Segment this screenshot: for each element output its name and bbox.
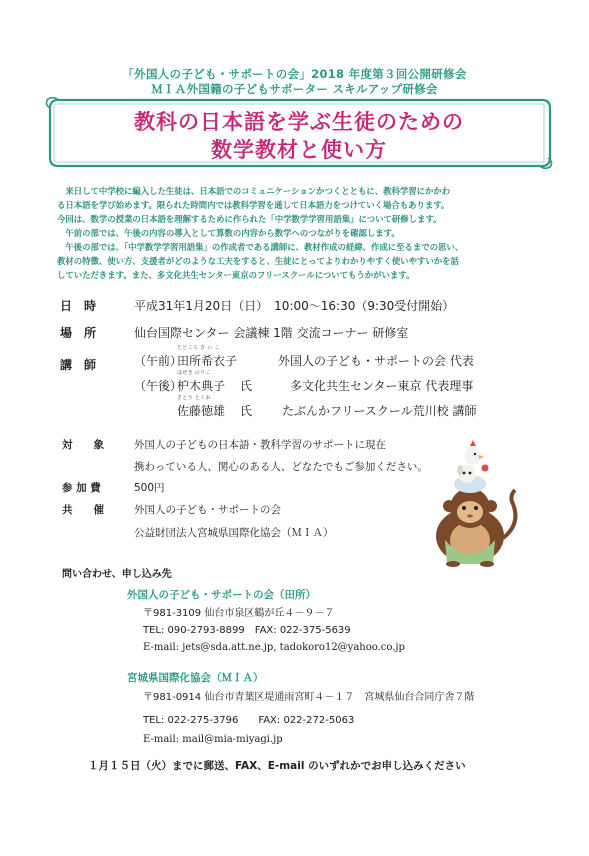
main-title-line1: 教科の日本語を学ぶ生徒のための: [134, 110, 464, 134]
workshop-name-line: ＭＩＡ外国籍の子どもサポーター スキルアップ研修会: [151, 82, 438, 96]
target-line2: 携わっている人、関心のある人、どなたでもご参加ください。: [134, 461, 428, 473]
contact-org1-address: 〒981-3109 仙台市泉区鶴が丘４－９－７: [143, 608, 335, 619]
lecturer-affiliation: たぶんかフリースクール荒川校 講師: [282, 404, 477, 418]
lecturer-affiliation: 多文化共生センター東京 代表理事: [290, 379, 474, 393]
target-line1: 外国人の子どもの日本語・教科学習のサポートに現在: [134, 439, 386, 451]
intro-line: る日本語を学び始めます。限られた時間内では教科学習を通して日本語力をつけていく場合もあります。: [57, 200, 450, 210]
contact-org1-name: 外国人の子ども・サポートの会（田所）: [127, 589, 316, 601]
lecturer-ruby: さとう とくお: [177, 395, 211, 401]
lecturer-name: 田所希衣子: [177, 354, 238, 368]
application-deadline: １月１５日（火）までに郵送、FAX、E-mail のいずれかでお申し込みください: [88, 760, 466, 772]
intro-line: 午前の部では、午後の内容の導入として算数の内容から数学へのつながりを確認します。: [57, 228, 400, 238]
main-title-line2: 数学教材と使い方: [211, 138, 387, 162]
contact-org2-email: E-mail: mail@mia-miyagi.jp: [143, 734, 283, 745]
contact-org2-phone: TEL: 022-275-3796 FAX: 022-272-5063: [143, 715, 355, 726]
fee-value: 500円: [134, 482, 165, 494]
contact-org1-phone: TEL: 090-2793-8899 FAX: 022-375-5639: [143, 625, 351, 636]
lecturer-session: （午後）: [134, 379, 183, 393]
intro-line: 来日して中学校に編入した生徒は、日本語でのコミュニケーションかつくとともに、教科学習にかかわ: [57, 186, 451, 196]
intro-line: していただきます。また、多文化共生センター東京のフリースクールについてもうかがいます。: [57, 270, 415, 280]
lecturer-affiliation: 外国人の子ども・サポートの会 代表: [278, 354, 474, 368]
lecturer-ruby: はぜき のりこ: [177, 370, 211, 376]
stacked-animals-illustration: [415, 428, 525, 568]
intro-line: 今回は、数学の授業の日本語を理解するために作られた「中学数学学習用語集」について研修します。: [57, 214, 442, 224]
lecturer-session: （午前）: [134, 354, 183, 368]
event-series-line: 「外国人の子ども・サポートの会」2018 年度第３回公開研修会: [122, 67, 467, 81]
lecturer-honorific: 氏: [240, 379, 253, 393]
contact-org2-name: 宮城県国際化協会（ＭＩＡ）: [127, 672, 264, 684]
date-value: 平成31年1月20日（日） 10:00〜16:30（9:30受付開始）: [134, 299, 455, 313]
lecturer-name: 佐藤徳雄: [177, 404, 226, 418]
intro-line: 教材の特徴、使い方、支援者がどのような工夫をすると、生徒にとってよりわかりやすく使いやすいかを話: [57, 256, 459, 266]
lecturer-honorific: 氏: [240, 404, 253, 418]
date-label: 日 時: [60, 299, 97, 313]
target-label: 対 象: [62, 439, 104, 451]
place-value: 仙台国際センター 会議棟 1階 交流コーナー 研修室: [134, 326, 409, 340]
intro-paragraph: [57, 184, 537, 282]
host-line2: 公益財団法人宮城県国際化協会（ＭＩＡ）: [134, 527, 334, 539]
title-banner: [44, 96, 554, 170]
lecturer-name: 枦木典子: [177, 379, 226, 393]
contact-org1-email: E-mail: jets@sda.att.ne.jp, tadokoro12@yahoo.co.jp: [143, 642, 405, 653]
intro-line: 午後の部では、「中学数学学習用語集」の作成者である講師に、教材作成の経緯、作成に至るまでの思い、: [57, 242, 464, 252]
place-label: 場 所: [60, 326, 97, 340]
lecturer-label: 講 師: [60, 358, 97, 372]
host-label: 共 催: [62, 504, 104, 516]
contact-heading: 問い合わせ、申し込み先: [62, 569, 172, 580]
contact-org2-address: 〒981-0914 仙台市青葉区堤通雨宮町４－１７ 宮城県仙台合同庁舎７階: [143, 692, 475, 703]
host-line1: 外国人の子ども・サポートの会: [134, 504, 281, 516]
lecturer-ruby: たどころ き い こ: [177, 345, 220, 351]
fee-label: 参 加 費: [62, 482, 101, 494]
